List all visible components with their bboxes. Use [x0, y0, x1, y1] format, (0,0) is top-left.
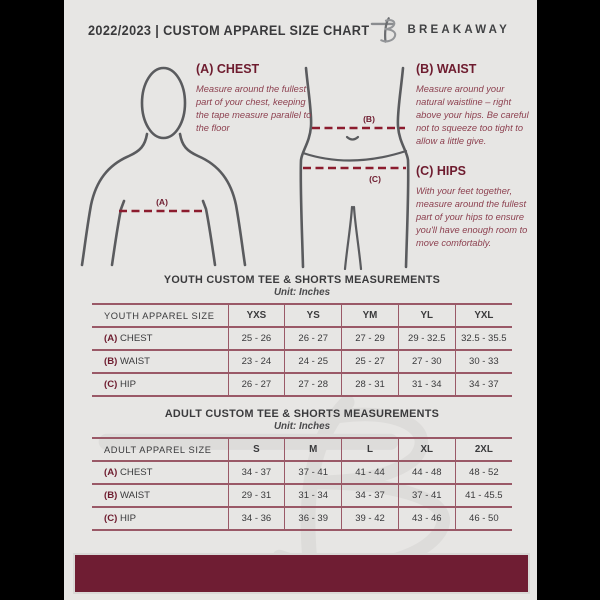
brand-name: BREAKAWAY	[407, 24, 510, 36]
size-column-header: YS	[285, 304, 342, 327]
measurement-prefix: (B)	[104, 356, 120, 367]
adult-table-title: ADULT CUSTOM TEE & SHORTS MEASUREMENTS	[164, 408, 440, 420]
youth-table-section	[92, 274, 512, 397]
measurement-label-cell	[92, 327, 228, 350]
measurement-label-cell	[92, 350, 228, 373]
chest-heading: (A) CHEST	[196, 62, 260, 76]
measurement-name: WAIST	[119, 356, 151, 367]
figure-head-outline	[142, 68, 185, 138]
measurement-value-cell: 36 - 39	[285, 507, 342, 530]
apparel-size-label-cell: YOUTH APPAREL SIZE	[104, 310, 215, 321]
chest-marker-label: (A)	[156, 197, 168, 207]
measurement-value-cell: 29 - 32.5	[398, 327, 455, 350]
brand-block	[369, 16, 511, 44]
measurement-prefix: (C)	[104, 379, 120, 390]
measurement-row	[92, 484, 512, 507]
measurement-value-cell: 27 - 29	[342, 327, 399, 350]
measurement-value-cell: 37 - 41	[285, 461, 342, 484]
measurement-value-cell: 34 - 37	[455, 373, 512, 396]
adult-size-table	[92, 437, 512, 531]
size-column-header: S	[228, 438, 285, 461]
size-header-row	[92, 304, 512, 327]
measurement-row	[92, 461, 512, 484]
measurement-value-cell: 34 - 37	[228, 461, 285, 484]
hips-heading: (C) HIPS	[416, 164, 466, 178]
measurement-prefix: (C)	[104, 513, 120, 524]
youth-size-table	[92, 303, 512, 397]
measurement-value-cell: 25 - 26	[228, 327, 285, 350]
measurement-prefix: (B)	[104, 490, 120, 501]
hips-body-text: With your feet together, measure around the fullest part of your hips to ensure you'll have enough room to move comfortably.	[416, 186, 528, 248]
size-header-row	[92, 438, 512, 461]
measurement-name: WAIST	[119, 490, 151, 501]
breakaway-b-arrow-logo-icon	[369, 16, 401, 44]
figure-right-inner-leg	[354, 207, 361, 269]
measurement-name: CHEST	[119, 333, 153, 344]
measurement-value-cell: 26 - 27	[228, 373, 285, 396]
figure-hip-curve	[303, 151, 406, 161]
measurement-value-cell: 23 - 24	[228, 350, 285, 373]
waist-heading: (B) WAIST	[416, 62, 477, 76]
size-column-header: YM	[342, 304, 399, 327]
measurement-value-cell: 24 - 25	[285, 350, 342, 373]
page-title: 2022/2023 | CUSTOM APPAREL SIZE CHART	[88, 23, 370, 38]
size-column-header: YXS	[228, 304, 285, 327]
youth-table-title: YOUTH CUSTOM TEE & SHORTS MEASUREMENTS	[163, 274, 441, 286]
measurement-name: HIP	[119, 513, 136, 524]
measurement-label-cell	[92, 461, 228, 484]
measurement-value-cell: 34 - 37	[342, 484, 399, 507]
measurement-value-cell: 29 - 31	[228, 484, 285, 507]
size-column-header: YXL	[455, 304, 512, 327]
waist-body-text: Measure around your natural waistline – right above your hips. Be careful not to squeeze too tight to allow a little give.	[416, 84, 529, 146]
measurement-value-cell: 37 - 41	[398, 484, 455, 507]
measurement-value-cell: 26 - 27	[285, 327, 342, 350]
youth-table-unit: Unit: Inches	[273, 287, 331, 298]
chest-body-text: Measure around the fullest part of your chest, keeping the tape measure parallel to the floor	[196, 84, 312, 133]
measurement-row	[92, 373, 512, 396]
measurement-label-cell	[92, 484, 228, 507]
measurement-value-cell: 32.5 - 35.5	[455, 327, 512, 350]
measurement-value-cell: 41 - 45.5	[455, 484, 512, 507]
chest-instructions	[196, 62, 312, 135]
size-column-header: 2XL	[455, 438, 512, 461]
measurement-name: HIP	[119, 379, 136, 390]
measurement-value-cell: 34 - 36	[228, 507, 285, 530]
hips-marker-label: (C)	[369, 174, 381, 184]
measurement-value-cell: 48 - 52	[455, 461, 512, 484]
size-column-header: M	[285, 438, 342, 461]
adult-table-unit: Unit: Inches	[273, 421, 331, 432]
figure-left-inner-leg	[345, 207, 352, 269]
measurement-row	[92, 507, 512, 530]
adult-table-section	[92, 408, 512, 531]
figure-navel	[347, 137, 358, 140]
measurement-prefix: (A)	[104, 467, 120, 478]
measurement-prefix: (A)	[104, 333, 120, 344]
measurement-value-cell: 39 - 42	[342, 507, 399, 530]
measurement-label-cell	[92, 373, 228, 396]
figure-right-torso-line	[203, 201, 215, 265]
measurement-value-cell: 27 - 28	[285, 373, 342, 396]
measurement-value-cell: 46 - 50	[455, 507, 512, 530]
waist-hips-measurement-figure	[293, 58, 420, 270]
waist-instructions	[416, 62, 532, 148]
hips-instructions	[416, 164, 532, 250]
measurement-value-cell: 25 - 27	[342, 350, 399, 373]
page-content	[64, 0, 537, 600]
measurement-name: CHEST	[119, 467, 153, 478]
measurement-label-cell	[92, 507, 228, 530]
measurement-value-cell: 31 - 34	[285, 484, 342, 507]
measurement-value-cell: 41 - 44	[342, 461, 399, 484]
measurement-row	[92, 327, 512, 350]
measurement-row	[92, 350, 512, 373]
size-column-header: XL	[398, 438, 455, 461]
size-column-header: L	[342, 438, 399, 461]
measurement-value-cell: 27 - 30	[398, 350, 455, 373]
measurement-value-cell: 44 - 48	[398, 461, 455, 484]
measurement-value-cell: 31 - 34	[398, 373, 455, 396]
waist-marker-label: (B)	[363, 114, 375, 124]
measurement-value-cell: 43 - 46	[398, 507, 455, 530]
bottom-accent-bar	[73, 553, 530, 594]
apparel-size-label-cell: ADULT APPAREL SIZE	[104, 444, 212, 455]
measurement-value-cell: 28 - 31	[342, 373, 399, 396]
measurement-value-cell: 30 - 33	[455, 350, 512, 373]
size-column-header: YL	[398, 304, 455, 327]
